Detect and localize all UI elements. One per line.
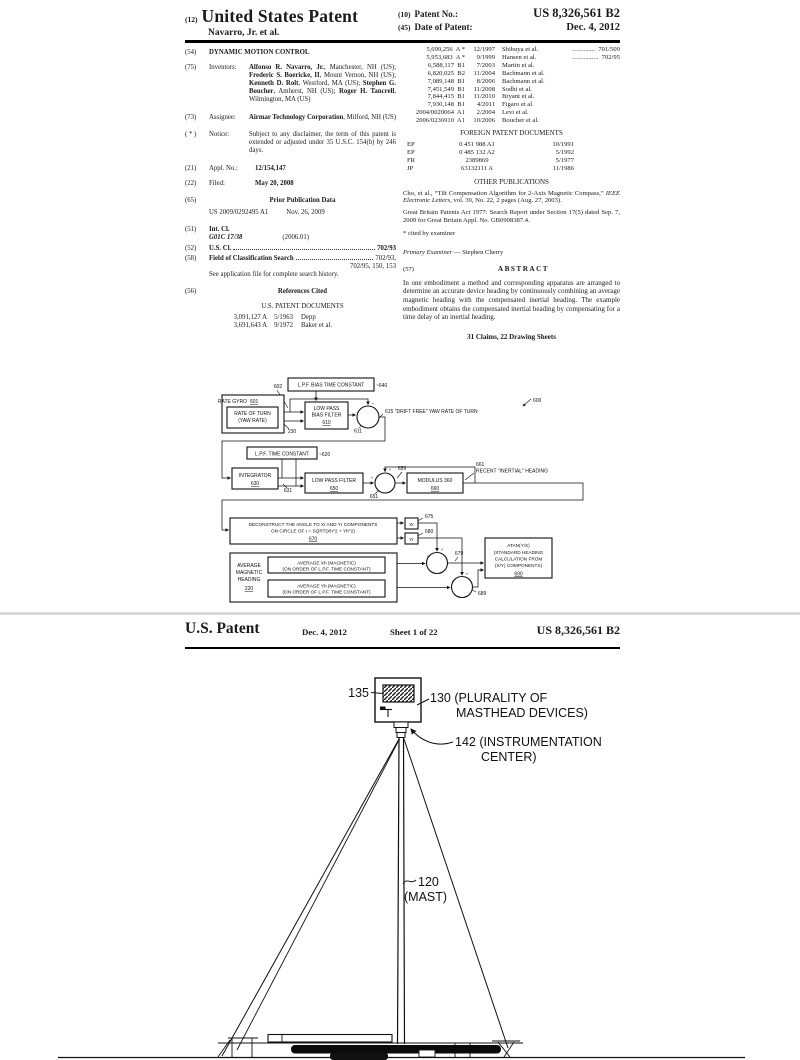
foreign-docs-header: FOREIGN PATENT DOCUMENTS (460, 129, 563, 138)
low-pass-label: LOW PASS (313, 406, 340, 412)
cell-name: Baker et al. (301, 322, 333, 330)
mast-label: (MAST) (404, 890, 448, 904)
cell-date: 7/2003 (476, 61, 495, 69)
inventors-label: Inventors: (209, 64, 237, 72)
average-xh-note: (ON ORDER OF L.P.F. TIME CONSTANT) (282, 566, 371, 572)
us-cl-value: 702/93 (377, 244, 396, 252)
sheet-date: Dec. 4, 2012 (302, 627, 347, 637)
boom (268, 1035, 392, 1043)
summer-679 (427, 553, 448, 574)
foreign-ref-row (407, 149, 574, 157)
cell-num: 63132111 A (461, 164, 493, 172)
ref-659: 659 (397, 466, 407, 472)
summer-651 (375, 473, 395, 493)
cell-name: Martin et al. (502, 61, 535, 69)
us-ref-row (403, 62, 620, 70)
search-note: See application file for complete search history. (209, 270, 339, 278)
cell-date: 5/1992 (555, 148, 574, 156)
ref-120: 120 (418, 875, 439, 889)
field-58-num: (58) (185, 254, 197, 262)
appl-no-value: 12/154,147 (255, 164, 286, 172)
ref-615-drift-free: 615 "DRIFT FREE" YAW RATE OF TURN (385, 409, 478, 415)
ref-650: 650 (329, 486, 339, 492)
assignee-label: Assignee: (209, 113, 236, 121)
us-ref-row (403, 46, 620, 54)
block-diagram-figure (180, 374, 610, 614)
abstract-header-row (403, 266, 620, 274)
cell-num: 2389869 (465, 156, 489, 164)
publication-2: Great Britain Patents Act 1977: Search Report under Section 17(5) dated Sep. 7, 2009 for Great Britain Appl. No. GB0908387.4. (403, 209, 620, 225)
field-65-prior-pub (185, 197, 396, 217)
atan-label-1: ATAN(Y/X) (507, 543, 530, 548)
magnetic-label: MAGNETIC (235, 570, 263, 576)
rate-gyro-label: RATE GYRO (217, 399, 247, 405)
other-pubs-header: OTHER PUBLICATIONS (474, 177, 549, 186)
ref-670: 670 (308, 536, 318, 543)
patent-no-label: Patent No.: (414, 9, 458, 19)
sheet-title: U.S. Patent (185, 620, 260, 637)
sheet-header-rule (185, 647, 620, 649)
us-refs-table (403, 46, 620, 125)
field-75-inventors (185, 64, 396, 104)
field-21-num: (21) (185, 164, 197, 172)
prior-pub-number: US 2009/0292495 A1 (209, 209, 269, 217)
header-rule (185, 40, 620, 43)
cited-by-examiner: * cited by examiner (403, 230, 456, 238)
notice-label: Notice: (209, 130, 230, 138)
page-divider (0, 612, 800, 615)
cell-num: 0 451 988 A1 (459, 140, 495, 148)
cell-name: Bryant et al. (502, 93, 535, 101)
cell-date: 12/1997 (473, 46, 495, 53)
foreign-ref-row (407, 141, 574, 149)
ref-630: 630 (250, 481, 260, 487)
cell-date: 10/2006 (473, 117, 495, 125)
front-page-header (185, 6, 620, 38)
prior-pub-date: Nov. 26, 2009 (286, 209, 325, 217)
foreign-ref-row (407, 165, 574, 173)
xr-label: Xr (409, 522, 414, 527)
us-ref-row (223, 322, 396, 330)
field-54-num: (54) (185, 49, 197, 56)
rate-of-turn-label: RATE OF TURN (234, 411, 271, 417)
ref-689: 689 (478, 591, 487, 597)
field-52-us-cl (185, 245, 396, 253)
cell-num: 5,953,683 A * (426, 53, 465, 61)
cell-name: Bachmann et al. (502, 77, 545, 85)
search-classes-1: 702/93, (375, 254, 396, 262)
cell-name: Hansen et al. (502, 53, 537, 61)
recent-inertial-heading-label: RECENT "INERTIAL" HEADING (476, 468, 548, 475)
cell-num: 2006/0236910 A1 (415, 117, 465, 125)
date-of-patent-label: Date of Patent: (414, 22, 473, 32)
heading-label: HEADING (237, 577, 261, 583)
patent-number: US 8,326,561 B2 (533, 6, 620, 20)
plus-sign: + (426, 554, 430, 559)
ref-660: 660 (430, 486, 440, 492)
cell-num: 7,844,415 B1 (427, 93, 465, 101)
cell-date: 11/2010 (473, 93, 495, 101)
ref-135: 135 (348, 686, 369, 700)
ref-142-line1: 142 (INSTRUMENTATION (455, 735, 602, 749)
code-12: (12) (185, 15, 198, 24)
hull (58, 1035, 745, 1060)
average-yh-note: (ON ORDER OF L.P.F. TIME CONSTANT) (282, 589, 371, 595)
primary-examiner: Primary Examiner — Stephen Cherry (403, 249, 504, 257)
cell-num: 7,089,148 B1 (427, 77, 465, 85)
plus-sign: + (465, 571, 469, 577)
field-21-appl-no (185, 165, 396, 173)
filed-label: Filed: (209, 180, 225, 188)
sheet-header (185, 618, 620, 646)
field-51-num: (51) (185, 226, 197, 234)
foreign-ref-row (407, 157, 574, 165)
int-cl-label: Int. Cl. (209, 226, 230, 234)
ref-611: 611 (354, 428, 362, 435)
cell-num: 5,699,256 A * (426, 46, 465, 53)
us-ref-row (403, 109, 620, 117)
cell-date: 2/2004 (476, 109, 495, 117)
cell-date: 11/2004 (473, 69, 495, 77)
atan-label-2: (STANDARD HEADING (493, 550, 544, 555)
appl-no-label: Appl. No.: (209, 164, 238, 172)
minus-sign: - (355, 409, 357, 415)
dot-leader (296, 259, 374, 260)
ref-651: 651 (369, 494, 379, 500)
filed-value: May 20, 2008 (255, 180, 294, 188)
summer-611 (357, 406, 379, 428)
ref-690: 690 (514, 571, 523, 578)
foreign-refs-table (407, 141, 574, 173)
masthead-sensor-135 (383, 685, 414, 702)
left-refs-table (223, 314, 396, 330)
cell-num: 3,091,127 A (233, 314, 267, 322)
header-right (398, 6, 620, 38)
plus-sign: + (371, 401, 375, 406)
cell-date: 9/1972 (274, 322, 293, 330)
cell-num: 7,930,148 B1 (427, 101, 465, 109)
cell-date: 5/1963 (274, 314, 293, 322)
sheet-patent-number: US 8,326,561 B2 (536, 623, 620, 637)
dot-leader (233, 249, 375, 250)
cell-name: Bachmann et al. (502, 69, 545, 77)
cell-num: 0 485 132 A2 (459, 148, 495, 156)
field-22-num: (22) (185, 180, 197, 188)
ref-661: 661 (476, 462, 485, 468)
cell-date: 8/2006 (476, 77, 495, 85)
field-65-num: (65) (185, 197, 197, 205)
modulus-label: MODULUS 360 (417, 478, 453, 484)
average-yh-label: AVERAGE Yh (MAGNETIC) (297, 583, 356, 589)
bias-filter-label: BIAS FILTER (311, 412, 342, 419)
cell-cls: .............. 701/509 (572, 46, 620, 53)
cell-cc: FR (407, 156, 416, 164)
cell-date: 11/1986 (552, 164, 574, 172)
cell-date: 11/2008 (473, 85, 495, 93)
cell-cc: EP (407, 148, 415, 156)
cell-date: 5/1977 (555, 156, 574, 164)
sailboat-figure (0, 650, 800, 1060)
us-ref-row (403, 86, 620, 94)
plus-sign: + (370, 475, 374, 481)
atan-label-4: (X/Y) COMPONENTS) (494, 563, 543, 568)
ref-631: 631 (283, 488, 293, 494)
cell-name: Levi et al. (502, 109, 529, 117)
field-58-search (185, 255, 396, 279)
ref-680: 680 (425, 529, 434, 535)
cell-name: Depp (301, 314, 316, 322)
us-ref-row (403, 78, 620, 86)
ref-230: 230 (287, 429, 297, 435)
field-52-num: (52) (185, 244, 197, 252)
ref-640: ~640 (376, 383, 388, 389)
field-56-references (185, 288, 396, 330)
references-header: References Cited (277, 287, 328, 295)
field-22-filed (185, 180, 396, 188)
ref-610: 610 (322, 420, 331, 426)
integrator-label: INTEGRATOR (238, 473, 272, 479)
us-ref-row (403, 70, 620, 78)
cell-name: Shibuya et al. (502, 46, 539, 53)
deconstruct-label-1: DECONSTRUCT THE ANGLE TO Xr AND Yr COMPONENTS (248, 522, 378, 527)
lpf-time-constant-label: L.P.F. TIME CONSTANT (255, 451, 309, 458)
header-left (185, 6, 358, 38)
lpf-bias-time-constant-label: L.P.F. BIAS TIME CONSTANT (297, 382, 365, 389)
cell-cls: ................ 702/95 (572, 53, 620, 61)
int-cl-class: G01C 17/38 (209, 234, 243, 242)
code-10: (10) (398, 10, 411, 19)
us-ref-row (403, 101, 620, 109)
plus-sign: + (451, 579, 455, 584)
invention-title: DYNAMIC MOTION CONTROL (209, 49, 310, 56)
masthead-devices (375, 678, 421, 738)
ref-679: 679 (454, 551, 464, 557)
ref-130-line1: 130 (PLURALITY OF (430, 691, 548, 705)
us-ref-row (223, 314, 396, 322)
plus-sign: + (388, 467, 392, 472)
summer-689 (452, 577, 473, 598)
inventors-value: Alfonso R. Navarro, Jr., Manchester, NH (US); Frederic S. Boericke, II, Mount Vernon, NH (US); Kenneth D. Rolt, Westford, MA (US); Stephen G. Boucher, Amherst, NH (US); Roger H. Tancrell, Wilmington, MA (US) (249, 64, 396, 104)
search-classes-2: 702/95, 150, 153 (349, 262, 396, 270)
search-label: Field of Classification Search (209, 254, 294, 262)
left-column (185, 49, 396, 337)
cell-name: Figaro et al. (502, 101, 534, 109)
ref-600: 600 (533, 398, 542, 404)
us-ref-row (403, 54, 620, 62)
us-patent-docs-header: U.S. PATENT DOCUMENTS (261, 302, 344, 310)
ref-220: 220 (244, 586, 254, 592)
cell-name: Sodhi et al. (502, 85, 532, 93)
ref-675: 675 (425, 514, 434, 520)
us-cl-label: U.S. Cl. (209, 244, 232, 252)
field-56-num: (56) (185, 287, 197, 295)
yaw-rate-label: (YAW RATE) (238, 418, 267, 424)
low-pass-filter-label: LOW PASS FILTER (312, 478, 356, 484)
publication-1: Cho, et al., “Tilt Compensation Algorithm for 2-Axis Magnetic Compass,” IEEE Electronic Letters, vol. 39, No. 22, 2 pages (Aug. 27, 2003). (403, 189, 620, 205)
sheet-number: Sheet 1 of 22 (390, 627, 438, 637)
field-54 (185, 49, 396, 57)
abstract-text: In one embodiment a method and corresponding apparatus are arranged to determine an accurate device heading by continuously combining an average magnetic heading with the compensated inertial heading. The example embodiment obtains the compensated inertial heading by compensating for a time delay of an inertial heading. (403, 278, 620, 322)
cell-cc: JP (407, 164, 414, 172)
notice-text: Subject to any disclaimer, the term of this patent is extended or adjusted under 35 U.S.C. 154(b) by 246 days. (249, 130, 396, 154)
cell-num: 2004/0020064 A1 (415, 109, 465, 117)
cell-num: 6,588,117 B1 (427, 61, 465, 69)
field-57-num: (57) (403, 265, 414, 273)
notice-num: ( * ) (185, 130, 197, 138)
cell-num: 3,691,643 A (233, 322, 267, 330)
cell-num: 7,451,549 B1 (427, 85, 465, 93)
cockpit (330, 1053, 388, 1060)
code-45: (45) (398, 23, 411, 32)
field-notice (185, 131, 396, 155)
ref-130-line2: MASTHEAD DEVICES) (456, 706, 588, 720)
field-73-assignee (185, 114, 396, 122)
date-of-patent: Dec. 4, 2012 (566, 22, 620, 33)
cell-cc: EP (407, 140, 415, 148)
right-column (403, 46, 620, 342)
abstract-header: ABSTRACT (497, 264, 550, 273)
yr-label: Yr (409, 537, 414, 542)
forestay (222, 739, 399, 1056)
cell-date: 4/2011 (476, 101, 495, 109)
us-ref-row (403, 93, 620, 101)
mast-and-rigging (222, 738, 508, 1057)
patent-authors: Navarro, Jr. et al. (208, 28, 280, 38)
cell-date: 9/1999 (476, 53, 495, 61)
ref-620: ~620 (319, 452, 331, 458)
cell-name: Boucher et al. (502, 117, 539, 125)
average-xh-label: AVERAGE Xh (MAGNETIC) (297, 560, 356, 566)
sail-cover (291, 1045, 501, 1054)
plus-sign: + (440, 547, 444, 552)
cell-num: 6,820,025 B2 (427, 69, 465, 77)
atan-label-3: CALCULATION FROM (494, 556, 543, 562)
us-ref-row (403, 117, 620, 125)
instrumentation-center (394, 722, 408, 728)
assignee-value: Airmar Technology Corporation, Milford, NH (US) (249, 113, 396, 121)
deconstruct-label-2: ON CIRCLE OF r = SQRT(Xh^2 + Yh^2) (271, 528, 355, 534)
ref-602: 602 (273, 384, 283, 390)
ref-601: 601 (250, 399, 259, 405)
cell-date: 10/1991 (552, 140, 574, 148)
field-73-num: (73) (185, 113, 197, 121)
patent-title: United States Patent (201, 6, 359, 26)
field-75-num: (75) (185, 64, 197, 72)
int-cl-version: (2006.01) (282, 234, 310, 242)
prior-pub-header: Prior Publication Data (269, 197, 336, 205)
claims-line: 31 Claims, 22 Drawing Sheets (467, 332, 556, 341)
ref-142-line2: CENTER) (481, 750, 537, 764)
field-51-int-cl (185, 226, 396, 242)
average-label: AVERAGE (237, 563, 261, 569)
